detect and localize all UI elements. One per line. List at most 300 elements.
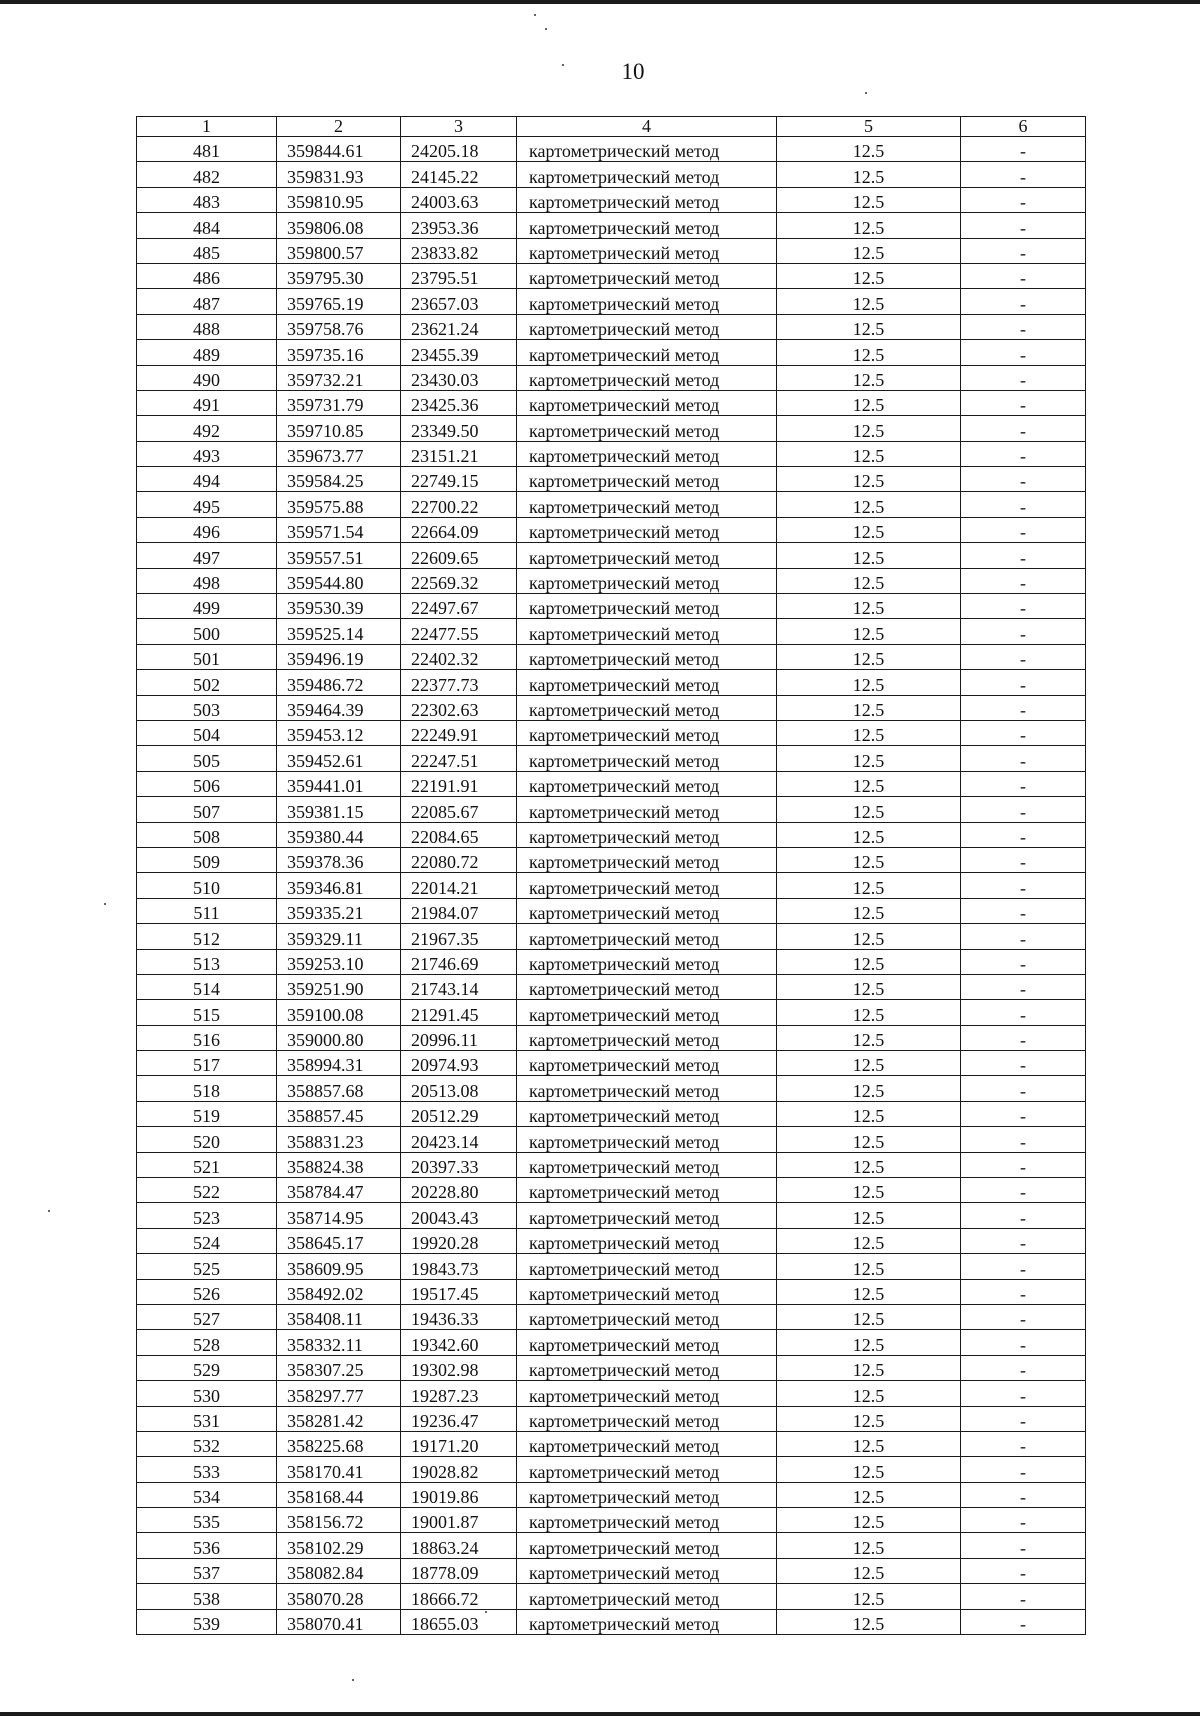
accuracy-cell: 12.5: [777, 314, 961, 339]
accuracy-cell: 12.5: [777, 568, 961, 593]
y-coordinate-cell: 23795.51: [401, 263, 517, 288]
method-cell: картометрический метод: [517, 1584, 777, 1609]
description-cell: -: [961, 949, 1086, 974]
table-row: [137, 898, 1086, 923]
accuracy-cell: 12.5: [777, 1203, 961, 1228]
table-row: [137, 1051, 1086, 1076]
y-coordinate-cell: 22402.32: [401, 644, 517, 669]
accuracy-cell: 12.5: [777, 1558, 961, 1583]
x-coordinate-cell: 358168.44: [277, 1482, 401, 1507]
header-cell-5: 5: [777, 117, 961, 137]
y-coordinate-cell: 22191.91: [401, 771, 517, 796]
point-number-cell: 510: [137, 873, 277, 898]
description-cell: -: [961, 365, 1086, 390]
scan-speck: [352, 1679, 354, 1681]
x-coordinate-cell: 358297.77: [277, 1381, 401, 1406]
table-row: [137, 289, 1086, 314]
point-number-cell: 508: [137, 822, 277, 847]
page-number: 10: [621, 59, 645, 84]
x-coordinate-cell: 359452.61: [277, 746, 401, 771]
point-number-cell: 483: [137, 187, 277, 212]
point-number-cell: 533: [137, 1457, 277, 1482]
x-coordinate-cell: 359557.51: [277, 543, 401, 568]
table-row: [137, 1279, 1086, 1304]
y-coordinate-cell: 21984.07: [401, 898, 517, 923]
description-cell: -: [961, 340, 1086, 365]
point-number-cell: 504: [137, 720, 277, 745]
description-cell: -: [961, 543, 1086, 568]
accuracy-cell: 12.5: [777, 441, 961, 466]
description-cell: -: [961, 619, 1086, 644]
table-row: [137, 1025, 1086, 1050]
method-cell: картометрический метод: [517, 492, 777, 517]
accuracy-cell: 12.5: [777, 1025, 961, 1050]
table-row: [137, 974, 1086, 999]
accuracy-cell: 12.5: [777, 467, 961, 492]
point-number-cell: 526: [137, 1279, 277, 1304]
y-coordinate-cell: 19436.33: [401, 1304, 517, 1329]
point-number-cell: 495: [137, 492, 277, 517]
table-row: [137, 238, 1086, 263]
method-cell: картометрический метод: [517, 390, 777, 415]
x-coordinate-cell: 359544.80: [277, 568, 401, 593]
description-cell: -: [961, 238, 1086, 263]
point-number-cell: 513: [137, 949, 277, 974]
y-coordinate-cell: 19171.20: [401, 1431, 517, 1456]
x-coordinate-cell: 359735.16: [277, 340, 401, 365]
accuracy-cell: 12.5: [777, 416, 961, 441]
method-cell: картометрический метод: [517, 1304, 777, 1329]
y-coordinate-cell: 22080.72: [401, 847, 517, 872]
y-coordinate-cell: 20513.08: [401, 1076, 517, 1101]
accuracy-cell: 12.5: [777, 1178, 961, 1203]
accuracy-cell: 12.5: [777, 137, 961, 162]
table-row: [137, 619, 1086, 644]
description-cell: -: [961, 467, 1086, 492]
method-cell: картометрический метод: [517, 365, 777, 390]
y-coordinate-cell: 20996.11: [401, 1025, 517, 1050]
accuracy-cell: 12.5: [777, 1304, 961, 1329]
method-cell: картометрический метод: [517, 517, 777, 542]
description-cell: -: [961, 873, 1086, 898]
accuracy-cell: 12.5: [777, 492, 961, 517]
accuracy-cell: 12.5: [777, 1051, 961, 1076]
point-number-cell: 494: [137, 467, 277, 492]
table-row: [137, 568, 1086, 593]
y-coordinate-cell: 18655.03: [401, 1609, 517, 1634]
y-coordinate-cell: 23953.36: [401, 213, 517, 238]
point-number-cell: 516: [137, 1025, 277, 1050]
y-coordinate-cell: 19287.23: [401, 1381, 517, 1406]
point-number-cell: 518: [137, 1076, 277, 1101]
description-cell: -: [961, 1254, 1086, 1279]
accuracy-cell: 12.5: [777, 644, 961, 669]
y-coordinate-cell: 19001.87: [401, 1508, 517, 1533]
accuracy-cell: 12.5: [777, 594, 961, 619]
description-cell: -: [961, 924, 1086, 949]
description-cell: -: [961, 1000, 1086, 1025]
accuracy-cell: 12.5: [777, 1533, 961, 1558]
table-row: [137, 543, 1086, 568]
description-cell: -: [961, 847, 1086, 872]
point-number-cell: 485: [137, 238, 277, 263]
scan-speck: [865, 92, 867, 94]
accuracy-cell: 12.5: [777, 543, 961, 568]
table-row: [137, 670, 1086, 695]
point-number-cell: 487: [137, 289, 277, 314]
accuracy-cell: 12.5: [777, 1076, 961, 1101]
accuracy-cell: 12.5: [777, 822, 961, 847]
table-row: [137, 1431, 1086, 1456]
y-coordinate-cell: 19302.98: [401, 1355, 517, 1380]
x-coordinate-cell: 358332.11: [277, 1330, 401, 1355]
accuracy-cell: 12.5: [777, 390, 961, 415]
x-coordinate-cell: 359758.76: [277, 314, 401, 339]
point-number-cell: 502: [137, 670, 277, 695]
x-coordinate-cell: 358609.95: [277, 1254, 401, 1279]
point-number-cell: 497: [137, 543, 277, 568]
table-row: [137, 1127, 1086, 1152]
point-number-cell: 525: [137, 1254, 277, 1279]
point-number-cell: 532: [137, 1431, 277, 1456]
y-coordinate-cell: 22014.21: [401, 873, 517, 898]
x-coordinate-cell: 358408.11: [277, 1304, 401, 1329]
table-row: [137, 1000, 1086, 1025]
table-row: [137, 847, 1086, 872]
y-coordinate-cell: 22377.73: [401, 670, 517, 695]
x-coordinate-cell: 359810.95: [277, 187, 401, 212]
accuracy-cell: 12.5: [777, 238, 961, 263]
x-coordinate-cell: 359765.19: [277, 289, 401, 314]
table-row: [137, 1101, 1086, 1126]
point-number-cell: 524: [137, 1228, 277, 1253]
scan-speck: [48, 1210, 50, 1212]
table-row: [137, 441, 1086, 466]
description-cell: -: [961, 1127, 1086, 1152]
table-row: [137, 822, 1086, 847]
table-row: [137, 467, 1086, 492]
y-coordinate-cell: 20423.14: [401, 1127, 517, 1152]
method-cell: картометрический метод: [517, 949, 777, 974]
point-number-cell: 519: [137, 1101, 277, 1126]
method-cell: картометрический метод: [517, 771, 777, 796]
method-cell: картометрический метод: [517, 263, 777, 288]
method-cell: картометрический метод: [517, 670, 777, 695]
y-coordinate-cell: 21743.14: [401, 974, 517, 999]
accuracy-cell: 12.5: [777, 1381, 961, 1406]
point-number-cell: 520: [137, 1127, 277, 1152]
description-cell: -: [961, 898, 1086, 923]
x-coordinate-cell: 358857.68: [277, 1076, 401, 1101]
header-cell-4: 4: [517, 117, 777, 137]
y-coordinate-cell: 22497.67: [401, 594, 517, 619]
table-row: [137, 1508, 1086, 1533]
y-coordinate-cell: 24145.22: [401, 162, 517, 187]
accuracy-cell: 12.5: [777, 619, 961, 644]
point-number-cell: 481: [137, 137, 277, 162]
description-cell: -: [961, 594, 1086, 619]
x-coordinate-cell: 359496.19: [277, 644, 401, 669]
method-cell: картометрический метод: [517, 847, 777, 872]
method-cell: картометрический метод: [517, 416, 777, 441]
table-row: [137, 1254, 1086, 1279]
method-cell: картометрический метод: [517, 213, 777, 238]
accuracy-cell: 12.5: [777, 1228, 961, 1253]
method-cell: картометрический метод: [517, 441, 777, 466]
accuracy-cell: 12.5: [777, 1457, 961, 1482]
x-coordinate-cell: 359800.57: [277, 238, 401, 263]
coordinates-table: [136, 116, 1086, 1635]
description-cell: -: [961, 1101, 1086, 1126]
y-coordinate-cell: 23657.03: [401, 289, 517, 314]
method-cell: картометрический метод: [517, 644, 777, 669]
method-cell: картометрический метод: [517, 1101, 777, 1126]
table-row: [137, 1558, 1086, 1583]
method-cell: картометрический метод: [517, 695, 777, 720]
x-coordinate-cell: 358824.38: [277, 1152, 401, 1177]
description-cell: -: [961, 416, 1086, 441]
y-coordinate-cell: 20397.33: [401, 1152, 517, 1177]
x-coordinate-cell: 358645.17: [277, 1228, 401, 1253]
method-cell: картометрический метод: [517, 1431, 777, 1456]
accuracy-cell: 12.5: [777, 1254, 961, 1279]
x-coordinate-cell: 359346.81: [277, 873, 401, 898]
description-cell: -: [961, 213, 1086, 238]
scan-speck: [104, 903, 106, 905]
point-number-cell: 535: [137, 1508, 277, 1533]
description-cell: -: [961, 1330, 1086, 1355]
description-cell: -: [961, 492, 1086, 517]
x-coordinate-cell: 359525.14: [277, 619, 401, 644]
method-cell: картометрический метод: [517, 1406, 777, 1431]
y-coordinate-cell: 22609.65: [401, 543, 517, 568]
point-number-cell: 500: [137, 619, 277, 644]
table-row: [137, 873, 1086, 898]
x-coordinate-cell: 358492.02: [277, 1279, 401, 1304]
accuracy-cell: 12.5: [777, 695, 961, 720]
x-coordinate-cell: 359335.21: [277, 898, 401, 923]
point-number-cell: 517: [137, 1051, 277, 1076]
description-cell: -: [961, 1584, 1086, 1609]
method-cell: картометрический метод: [517, 1457, 777, 1482]
point-number-cell: 507: [137, 797, 277, 822]
y-coordinate-cell: 23833.82: [401, 238, 517, 263]
accuracy-cell: 12.5: [777, 1330, 961, 1355]
table-row: [137, 1381, 1086, 1406]
x-coordinate-cell: 359464.39: [277, 695, 401, 720]
x-coordinate-cell: 359673.77: [277, 441, 401, 466]
description-cell: -: [961, 644, 1086, 669]
method-cell: картометрический метод: [517, 289, 777, 314]
accuracy-cell: 12.5: [777, 1584, 961, 1609]
y-coordinate-cell: 23455.39: [401, 340, 517, 365]
point-number-cell: 530: [137, 1381, 277, 1406]
x-coordinate-cell: 358831.23: [277, 1127, 401, 1152]
point-number-cell: 493: [137, 441, 277, 466]
accuracy-cell: 12.5: [777, 162, 961, 187]
y-coordinate-cell: 22084.65: [401, 822, 517, 847]
y-coordinate-cell: 23151.21: [401, 441, 517, 466]
x-coordinate-cell: 359795.30: [277, 263, 401, 288]
table-row: [137, 1533, 1086, 1558]
point-number-cell: 498: [137, 568, 277, 593]
x-coordinate-cell: 358070.28: [277, 1584, 401, 1609]
method-cell: картометрический метод: [517, 924, 777, 949]
accuracy-cell: 12.5: [777, 670, 961, 695]
description-cell: -: [961, 1482, 1086, 1507]
point-number-cell: 505: [137, 746, 277, 771]
y-coordinate-cell: 22247.51: [401, 746, 517, 771]
accuracy-cell: 12.5: [777, 187, 961, 212]
accuracy-cell: 12.5: [777, 517, 961, 542]
y-coordinate-cell: 22477.55: [401, 619, 517, 644]
description-cell: -: [961, 390, 1086, 415]
point-number-cell: 534: [137, 1482, 277, 1507]
description-cell: -: [961, 441, 1086, 466]
method-cell: картометрический метод: [517, 1203, 777, 1228]
point-number-cell: 539: [137, 1609, 277, 1634]
table-header: [137, 117, 1086, 137]
method-cell: картометрический метод: [517, 543, 777, 568]
table-row: [137, 746, 1086, 771]
table-row: [137, 695, 1086, 720]
point-number-cell: 536: [137, 1533, 277, 1558]
y-coordinate-cell: 22569.32: [401, 568, 517, 593]
description-cell: -: [961, 670, 1086, 695]
method-cell: картометрический метод: [517, 1381, 777, 1406]
x-coordinate-cell: 358102.29: [277, 1533, 401, 1558]
x-coordinate-cell: 358082.84: [277, 1558, 401, 1583]
method-cell: картометрический метод: [517, 974, 777, 999]
description-cell: -: [961, 1152, 1086, 1177]
y-coordinate-cell: 21967.35: [401, 924, 517, 949]
point-number-cell: 511: [137, 898, 277, 923]
table-row: [137, 797, 1086, 822]
description-cell: -: [961, 720, 1086, 745]
table-row: [137, 1457, 1086, 1482]
table-row: [137, 771, 1086, 796]
method-cell: картометрический метод: [517, 1330, 777, 1355]
accuracy-cell: 12.5: [777, 1279, 961, 1304]
description-cell: -: [961, 1355, 1086, 1380]
method-cell: картометрический метод: [517, 619, 777, 644]
x-coordinate-cell: 359100.08: [277, 1000, 401, 1025]
point-number-cell: 527: [137, 1304, 277, 1329]
description-cell: -: [961, 974, 1086, 999]
accuracy-cell: 12.5: [777, 797, 961, 822]
accuracy-cell: 12.5: [777, 847, 961, 872]
method-cell: картометрический метод: [517, 1152, 777, 1177]
point-number-cell: 515: [137, 1000, 277, 1025]
method-cell: картометрический метод: [517, 1127, 777, 1152]
description-cell: -: [961, 162, 1086, 187]
table-row: [137, 1355, 1086, 1380]
table-row: [137, 365, 1086, 390]
x-coordinate-cell: 359710.85: [277, 416, 401, 441]
description-cell: -: [961, 1381, 1086, 1406]
x-coordinate-cell: 358994.31: [277, 1051, 401, 1076]
scan-speck: [485, 1611, 487, 1613]
table-row: [137, 1076, 1086, 1101]
accuracy-cell: 12.5: [777, 1431, 961, 1456]
point-number-cell: 522: [137, 1178, 277, 1203]
table-row: [137, 492, 1086, 517]
x-coordinate-cell: 359453.12: [277, 720, 401, 745]
method-cell: картометрический метод: [517, 1482, 777, 1507]
y-coordinate-cell: 20512.29: [401, 1101, 517, 1126]
accuracy-cell: 12.5: [777, 1000, 961, 1025]
y-coordinate-cell: 20974.93: [401, 1051, 517, 1076]
point-number-cell: 523: [137, 1203, 277, 1228]
x-coordinate-cell: 359000.80: [277, 1025, 401, 1050]
x-coordinate-cell: 359806.08: [277, 213, 401, 238]
y-coordinate-cell: 24205.18: [401, 137, 517, 162]
point-number-cell: 514: [137, 974, 277, 999]
y-coordinate-cell: 22302.63: [401, 695, 517, 720]
x-coordinate-cell: 359253.10: [277, 949, 401, 974]
header-cell-3: 3: [401, 117, 517, 137]
table-row: [137, 340, 1086, 365]
point-number-cell: 529: [137, 1355, 277, 1380]
method-cell: картометрический метод: [517, 1355, 777, 1380]
method-cell: картометрический метод: [517, 1558, 777, 1583]
table-row: [137, 1482, 1086, 1507]
point-number-cell: 509: [137, 847, 277, 872]
method-cell: картометрический метод: [517, 822, 777, 847]
method-cell: картометрический метод: [517, 1279, 777, 1304]
point-number-cell: 489: [137, 340, 277, 365]
description-cell: -: [961, 1508, 1086, 1533]
method-cell: картометрический метод: [517, 1228, 777, 1253]
table-row: [137, 1228, 1086, 1253]
point-number-cell: 491: [137, 390, 277, 415]
x-coordinate-cell: 359380.44: [277, 822, 401, 847]
y-coordinate-cell: 23621.24: [401, 314, 517, 339]
description-cell: -: [961, 1228, 1086, 1253]
point-number-cell: 482: [137, 162, 277, 187]
point-number-cell: 537: [137, 1558, 277, 1583]
description-cell: -: [961, 1533, 1086, 1558]
accuracy-cell: 12.5: [777, 1609, 961, 1634]
accuracy-cell: 12.5: [777, 1127, 961, 1152]
point-number-cell: 488: [137, 314, 277, 339]
table-row: [137, 390, 1086, 415]
y-coordinate-cell: 19342.60: [401, 1330, 517, 1355]
x-coordinate-cell: 359575.88: [277, 492, 401, 517]
table-row: [137, 1584, 1086, 1609]
y-coordinate-cell: 23430.03: [401, 365, 517, 390]
point-number-cell: 501: [137, 644, 277, 669]
accuracy-cell: 12.5: [777, 898, 961, 923]
method-cell: картометрический метод: [517, 137, 777, 162]
method-cell: картометрический метод: [517, 1178, 777, 1203]
method-cell: картометрический метод: [517, 594, 777, 619]
method-cell: картометрический метод: [517, 1254, 777, 1279]
table-row: [137, 1304, 1086, 1329]
method-cell: картометрический метод: [517, 1025, 777, 1050]
method-cell: картометрический метод: [517, 568, 777, 593]
table-row: [137, 1406, 1086, 1431]
point-number-cell: 503: [137, 695, 277, 720]
description-cell: -: [961, 1051, 1086, 1076]
y-coordinate-cell: 18863.24: [401, 1533, 517, 1558]
y-coordinate-cell: 23425.36: [401, 390, 517, 415]
x-coordinate-cell: 359486.72: [277, 670, 401, 695]
table-row: [137, 187, 1086, 212]
x-coordinate-cell: 358225.68: [277, 1431, 401, 1456]
y-coordinate-cell: 24003.63: [401, 187, 517, 212]
description-cell: -: [961, 1279, 1086, 1304]
